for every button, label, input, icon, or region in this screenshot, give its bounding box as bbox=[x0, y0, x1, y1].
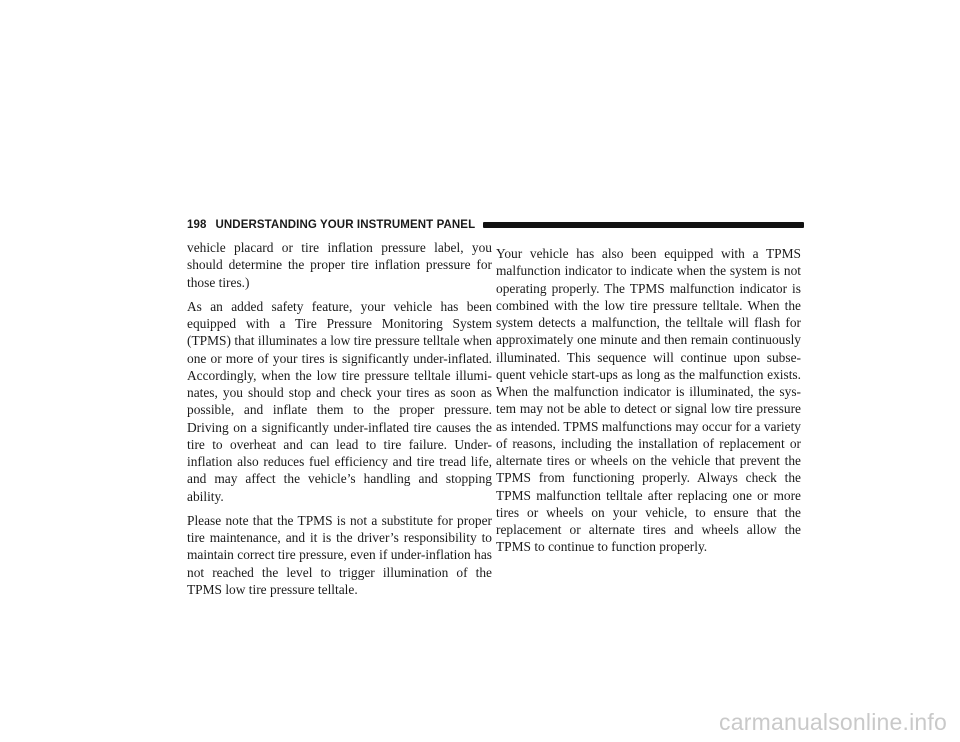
paragraph: Your vehicle has also been equipped with a TPMS malfunction indicator to indicate when the system is not operating properly. The TPMS malfunction indicator is combined with the low tire pressure telltale. When the system detects a malfunction, the telltale will flash for approximately one minute and then remain continuously illuminated. This sequence will continue upon subse-quent vehicle start-ups as long as the malfunction exists. When the malfunction indicator is illuminated, the sys-tem may not be able to detect or signal low tire pressure as intended. TPMS malfunctions may occur for a variety of reasons, including the installation of replacement or alternate tires or wheels on the vehicle that prevent the TPMS from functioning properly. Always check the TPMS malfunction telltale after replacing one or more tires or wheels on your vehicle, to ensure that the replacement or alternate tires and wheels allow the TPMS to continue to function properly. bbox=[496, 246, 801, 555]
left-column bbox=[187, 239, 492, 605]
page-number: 198 bbox=[187, 219, 207, 231]
paragraph: As an added safety feature, your vehicle has been equipped with a Tire Pressure Monitoring System (TPMS) that illuminates a low tire pressure telltale when one or more of your tires is significantly under-inflated. Accordingly, when the low tire pressure telltale illumi-nates, you should stop and check your tires as soon as possible, and inflate them to the proper pressure. Driving on a significantly under-inflated tire causes the tire to overheat and can lead to tire failure. Under-inflation also reduces fuel efficiency and tire tread life, and may affect the vehicle’s handling and stopping ability. bbox=[187, 298, 492, 504]
paragraph: vehicle placard or tire inflation pressure label, you should determine the proper tire inflation pressure for those tires.) bbox=[187, 240, 492, 290]
paragraph: Please note that the TPMS is not a substitute for proper tire maintenance, and it is the driver’s responsibility to maintain correct tire pressure, even if under-inflation has not reached the level to trigger illumination of the TPMS low tire pressure telltale. bbox=[187, 512, 492, 597]
section-title: UNDERSTANDING YOUR INSTRUMENT PANEL bbox=[215, 219, 476, 231]
right-column bbox=[496, 245, 801, 563]
page-header bbox=[187, 217, 804, 233]
header-rule bbox=[483, 222, 804, 228]
watermark: carmanualsonline.info bbox=[719, 709, 947, 735]
